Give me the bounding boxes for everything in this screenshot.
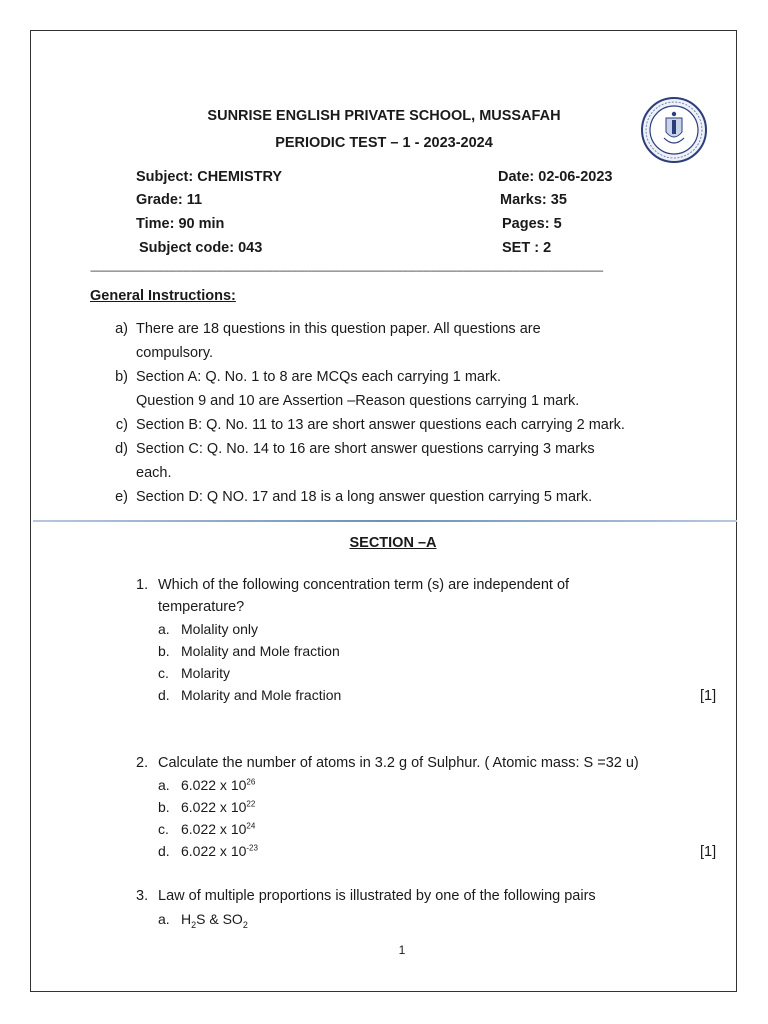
set: SET : 2 — [502, 240, 552, 256]
grade: Grade: 11 — [136, 192, 203, 208]
option-label: c. — [158, 665, 169, 681]
question-number: 2. — [136, 755, 149, 771]
option-label: d. — [158, 687, 170, 703]
subject-code: Subject code: 043 — [139, 240, 263, 256]
school-logo — [640, 96, 708, 164]
subject: Subject: CHEMISTRY — [136, 169, 283, 185]
question-text: temperature? — [158, 599, 245, 615]
option-text: 6.022 x $10^{22}$ — [181, 799, 256, 815]
option-label: a. — [158, 621, 170, 637]
option-label: c. — [158, 821, 169, 837]
question-text: Which of the following concentration term (s) are independent of — [158, 577, 570, 593]
page-number: 1 — [398, 943, 406, 957]
option-label: b. — [158, 799, 170, 815]
option-label: a. — [158, 777, 170, 793]
option-text: $H_2S$ & $SO_2$ — [181, 911, 248, 930]
option-text: 6.022 x $10^{24}$ — [181, 821, 256, 837]
option-text: Molarity and Mole fraction — [181, 687, 342, 703]
question-text: Law of multiple proportions is illustrated by one of the following pairs — [158, 888, 596, 904]
school-name: SUNRISE ENGLISH PRIVATE SCHOOL, MUSSAFAH — [207, 108, 561, 124]
test-title: PERIODIC TEST – 1 - 2023-2024 — [275, 135, 493, 151]
option-text: 6.022 x $10^{26}$ — [181, 777, 256, 793]
option-text: Molality and Mole fraction — [181, 643, 340, 659]
marks: Marks: 35 — [500, 192, 567, 208]
option-label: d. — [158, 843, 170, 859]
marks-badge: [1] — [700, 688, 717, 704]
marks-badge: [1] — [700, 844, 717, 860]
instructions-title: General Instructions: — [90, 288, 236, 304]
question-text: Calculate the number of atoms in 3.2 g of Sulphur. ( Atomic mass: S =32 u) — [158, 755, 639, 771]
option-label: a. — [158, 911, 170, 927]
question-number: 1. — [136, 577, 149, 593]
question-number: 3. — [136, 888, 149, 904]
time: Time: 90 min — [136, 216, 225, 232]
dashed-divider: ---------------------------------------------------------------------------------------------------------------------------------------------------------------------------------------------------------------------------- — [90, 266, 603, 277]
option-label: b. — [158, 643, 170, 659]
option-text: Molality only — [181, 621, 259, 637]
option-text: 6.022 x $10^{-23}$ — [181, 843, 258, 859]
section-separator — [33, 520, 737, 522]
date: Date: 02-06-2023 — [498, 169, 613, 185]
section-a-title: SECTION –A — [349, 535, 437, 551]
option-text: Molarity — [181, 665, 231, 681]
pages: Pages: 5 — [502, 216, 562, 232]
